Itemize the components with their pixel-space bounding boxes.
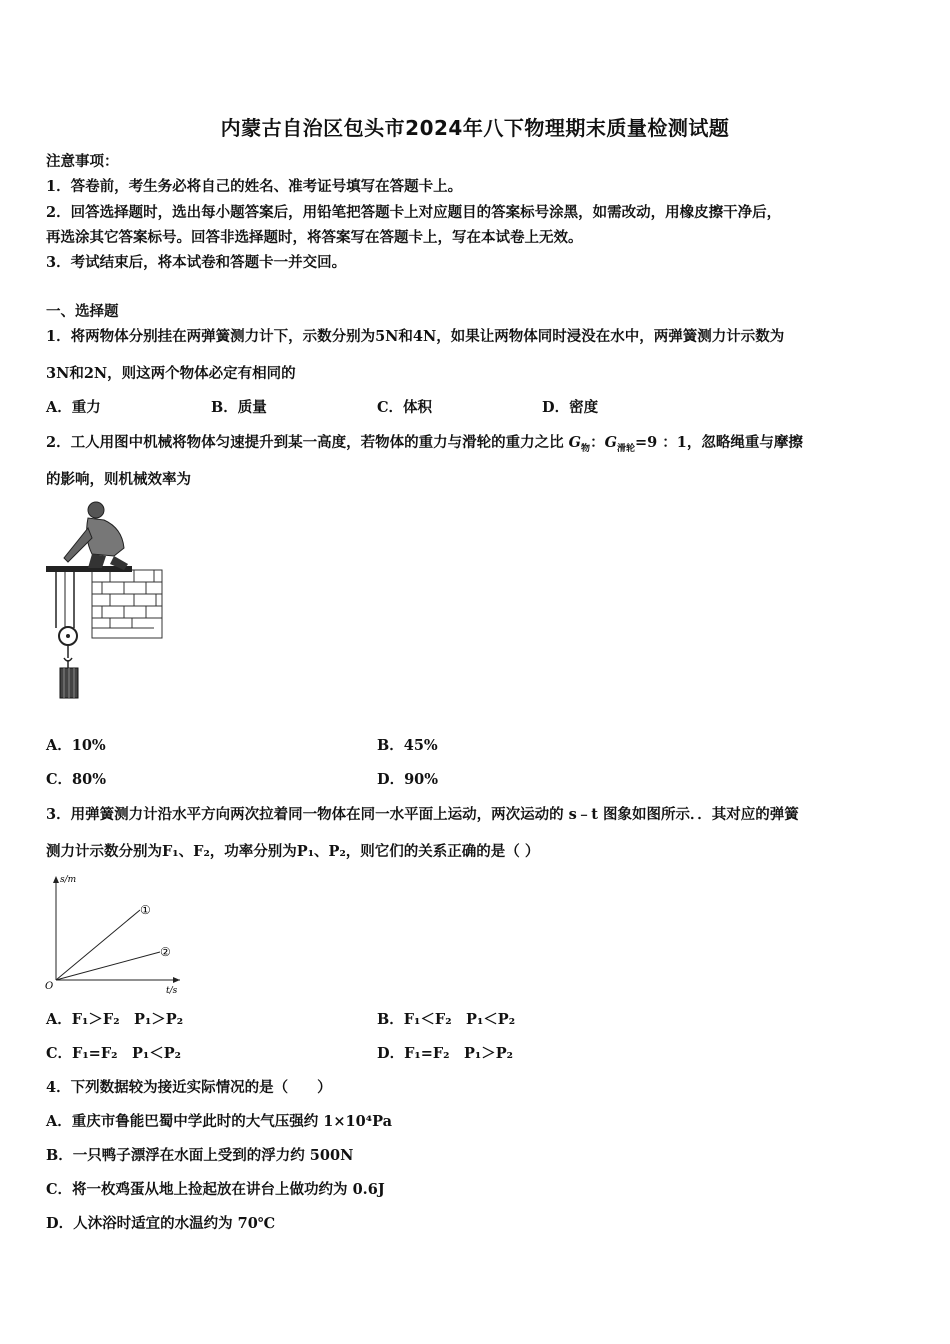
q2-stem-cont: 的影响，则机械效率为 bbox=[46, 471, 191, 488]
q1-option-c: C．体积 bbox=[377, 399, 433, 416]
st-graph bbox=[44, 872, 184, 996]
q3-stem-cont: 测力计示数分别为F₁、F₂，功率分别为P₁、P₂，则它们的关系正确的是（ ） bbox=[46, 843, 540, 860]
q1-option-a: A．重力 bbox=[46, 399, 101, 416]
x-axis-label: t/s bbox=[166, 986, 178, 996]
section-heading: 一、选择题 bbox=[46, 303, 119, 320]
q4-option-a: A．重庆市鲁能巴蜀中学此时的大气压强约 1×10⁴Pa bbox=[46, 1113, 392, 1130]
q3-option-b: B．F₁＜F₂ P₁＜P₂ bbox=[377, 1011, 516, 1028]
q2-sub-pulley: 滑轮 bbox=[616, 443, 635, 454]
q2-option-d: D．90% bbox=[377, 771, 439, 788]
q3-option-d: D．F₁=F₂ P₁＞P₂ bbox=[377, 1045, 514, 1062]
q2-g-symbol: G bbox=[604, 434, 617, 451]
line-2-label: ② bbox=[160, 945, 171, 959]
q1-stem: 1．将两物体分别挂在两弹簧测力计下，示数分别为5N和4N，如果让两物体同时浸没在水中，两弹簧测力计示数为 bbox=[46, 328, 785, 345]
line-1-label: ① bbox=[140, 903, 151, 917]
q1-option-d: D．密度 bbox=[542, 399, 599, 416]
q2-ratio-text: =9 ：1，忽略绳重与摩擦 bbox=[634, 434, 803, 451]
notice-item: 1．答卷前，考生务必将自己的姓名、准考证号填写在答题卡上。 bbox=[46, 178, 463, 195]
q4-option-b: B．一只鸭子漂浮在水面上受到的浮力约 500N bbox=[46, 1147, 354, 1164]
y-axis-label: s/m bbox=[60, 875, 77, 885]
notice-item: 3．考试结束后，将本试卷和答题卡一并交回。 bbox=[46, 254, 347, 271]
q3-option-c: C．F₁=F₂ P₁＜P₂ bbox=[46, 1045, 181, 1062]
notice-heading: 注意事项： bbox=[46, 153, 119, 170]
q3-option-a: A．F₁＞F₂ P₁＞P₂ bbox=[46, 1011, 184, 1028]
q2-colon: ： bbox=[590, 434, 605, 451]
q2-sub-object: 物 bbox=[581, 443, 591, 454]
q2-g-symbol: G bbox=[568, 434, 582, 451]
q2-option-a: A．10% bbox=[46, 737, 106, 754]
origin-label: O bbox=[45, 981, 54, 992]
q4-stem: 4．下列数据较为接近实际情况的是（ ） bbox=[46, 1079, 332, 1096]
brick-wall bbox=[92, 570, 162, 638]
page-title: 内蒙古自治区包头市2024年八下物理期末质量检测试题 bbox=[220, 116, 730, 140]
q2-stem-text: 2．工人用图中机械将物体匀速提升到某一高度，若物体的重力与滑轮的重力之比 bbox=[46, 434, 564, 451]
q2-option-c: C．80% bbox=[46, 771, 106, 788]
q4-option-d: D．人沐浴时适宜的水温约为 70℃ bbox=[46, 1215, 276, 1232]
q2-option-b: B．45% bbox=[377, 737, 438, 754]
line-1 bbox=[56, 910, 140, 980]
q1-stem-cont: 3N和2N，则这两个物体必定有相同的 bbox=[46, 365, 296, 382]
q3-stem: 3．用弹簧测力计沿水平方向两次拉着同一物体在同一水平面上运动，两次运动的 s﹣t 图象如图所示．．其对应的弹簧 bbox=[46, 806, 799, 823]
worker bbox=[64, 502, 128, 570]
q4-option-c: C．将一枚鸡蛋从地上捡起放在讲台上做功约为 0.6J bbox=[46, 1181, 385, 1198]
pulley-worker-figure bbox=[44, 498, 168, 708]
q2-stem bbox=[46, 433, 803, 459]
notice-item: 再选涂其它答案标号。回答非选择题时，将答案写在答题卡上，写在本试卷上无效。 bbox=[46, 229, 583, 246]
line-2 bbox=[56, 952, 160, 980]
q1-option-b: B．质量 bbox=[211, 399, 267, 416]
notice-item: 2．回答选择题时，选出每小题答案后，用铅笔把答题卡上对应题目的答案标号涂黑，如需改动，用橡皮擦干净后， bbox=[46, 204, 782, 221]
